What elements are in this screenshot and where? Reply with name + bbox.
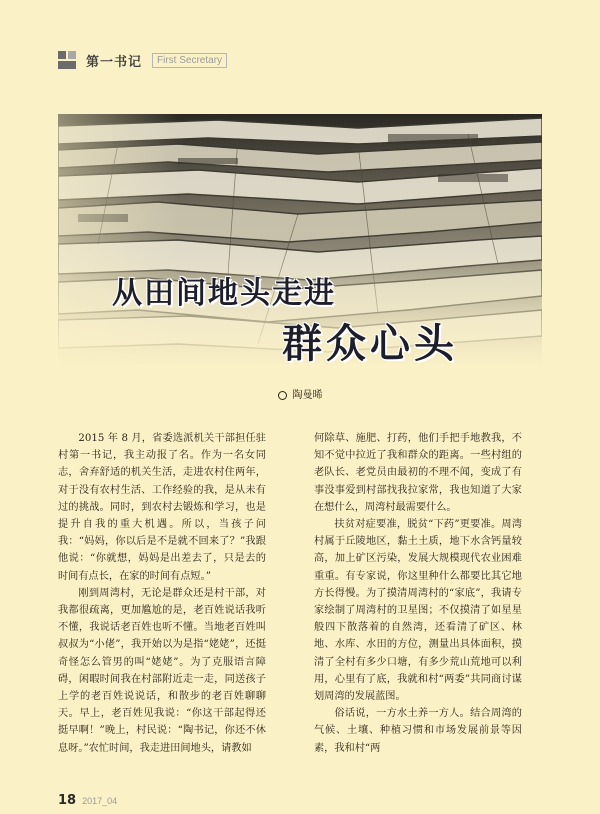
paragraph: 2015 年 8 月，省委选派机关干部担任驻村第一书记，我主动报了名。作为一名女同志，舍弃舒适的机关生活，走进农村住两年，对于没有农村生活、工作经验的我，是从未有过的挑战。同时，到农村去锻炼和学习，也是提升自我的重大机遇。所以，当孩子问我：“妈妈，你以后是不是就不回来了？”我跟他说：“你就想，妈妈是出差去了，只是去的时间有点长，在家的时间有点短。”	[58, 433, 266, 582]
author-name: 陶曼晞	[292, 390, 323, 401]
paragraph: 扶贫对症要准，脱贫“下药”更要准。周湾村属于丘陵地区，黏土土质，地下水含钙量较高，加上矿区污染，发展大规模现代农业困难重重。有专家说，你这里种什么都要比其它地方长得慢。为了摸清周湾村的“家底”，我请专家绘制了周湾村的卫星图；不仅摸清了如星星般四下散落着的自然湾，还看清了矿区、林地、水库、水田的方位，测量出具体面积，摸清了全村有多少口塘，有多少荒山荒地可以利用，心里有了底，我就和村“两委”共同商讨谋划周湾的发展蓝图。	[314, 519, 522, 703]
body-column-left	[58, 430, 266, 757]
issue-label: 2017_04	[82, 796, 118, 806]
article-title-line2: 群众心头	[282, 321, 458, 367]
page-footer	[58, 793, 117, 808]
paragraph: 何除草、施肥、打药，他们手把手地教我，不知不觉中拉近了我和群众的距离。一些村组的老队长、老党员由最初的不理不闻，变成了有事没事爱到村部找我拉家常，我也知道了大家在想什么，周湾村最需要什么。	[314, 433, 522, 513]
column-header	[58, 49, 227, 71]
paragraph: 刚到周湾村，无论是群众还是村干部，对我都很疏离，更加尴尬的是，老百姓说话我听不懂，我说话老百姓也听不懂。当地老百姓叫叔叔为“小佬”，我开始以为是指“姥姥”，还挺奇怪怎么管男的叫“姥姥”。为了克服语言障碍，闲暇时间我在村部附近走一走，同送孩子上学的老百姓说说话，和散步的老百姓聊聊天。早上，老百姓见我说：“你这干部起得还挺早啊！”晚上，村民说：“陶书记，你还不休息呀。”农忙时间，我走进田间地头，请教如	[58, 587, 266, 754]
column-logo-icon	[58, 51, 78, 69]
body-column-right	[314, 430, 522, 757]
paragraph: 俗话说，一方水土养一方人。结合周湾的气候、土壤、种植习惯和市场发展前景等因素，我和村“两	[314, 708, 522, 754]
article-title-line1: 从田间地头走进	[112, 276, 336, 311]
column-title: 第一书记	[86, 54, 143, 70]
page-number: 18	[58, 793, 77, 808]
column-title-en: First Secretary	[152, 53, 227, 68]
byline	[0, 386, 600, 401]
byline-circle-icon	[278, 391, 287, 400]
